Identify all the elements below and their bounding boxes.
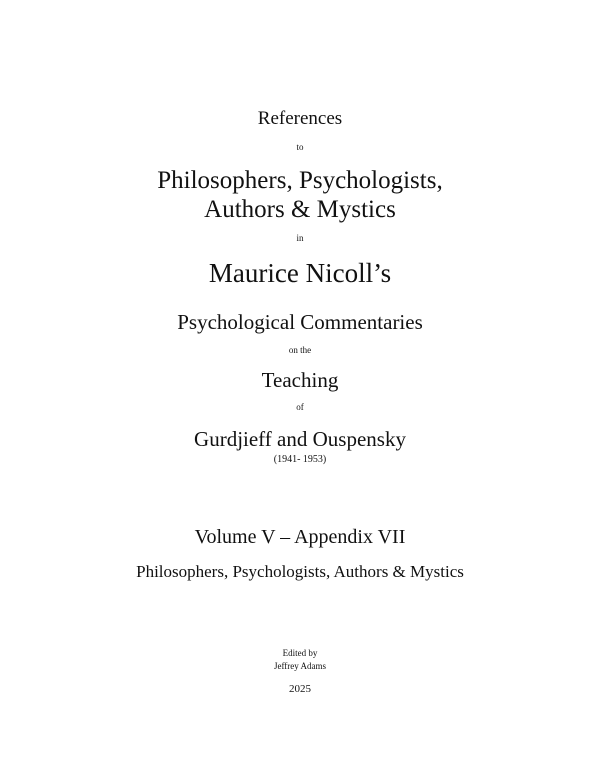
editor-name: Jeffrey Adams xyxy=(273,661,327,671)
references-heading: References xyxy=(257,108,343,129)
volume-heading: Volume V – Appendix VII xyxy=(194,526,406,548)
title-line-1: Philosophers, Psychologists, xyxy=(157,167,443,194)
connector-to: to xyxy=(296,142,304,152)
edited-by-label: Edited by xyxy=(282,648,318,658)
connector-of: of xyxy=(296,402,304,412)
connector-on-the: on the xyxy=(288,345,312,355)
title-line-2: Authors & Mystics xyxy=(204,196,396,223)
publication-year: 2025 xyxy=(289,683,311,695)
volume-subtitle: Philosophers, Psychologists, Authors & Mystics xyxy=(136,562,464,581)
teachers-names: Gurdjieff and Ouspensky xyxy=(194,427,406,451)
years-range: (1941- 1953) xyxy=(273,454,327,465)
connector-in: in xyxy=(296,233,304,243)
commentaries-title: Psychological Commentaries xyxy=(177,310,423,334)
author-name: Maurice Nicoll’s xyxy=(208,258,392,288)
teaching-title: Teaching xyxy=(261,368,339,392)
